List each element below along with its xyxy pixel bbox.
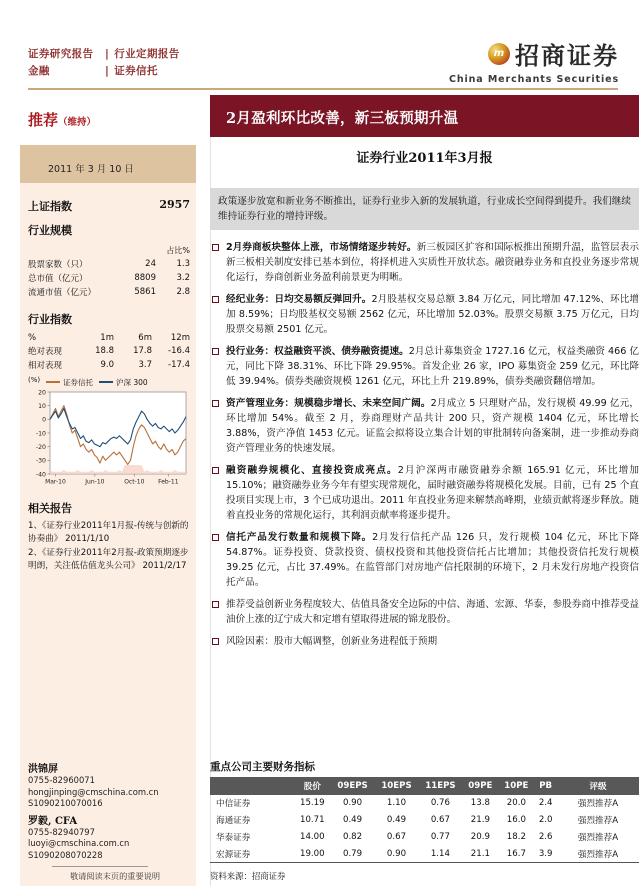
cell-rating: 强烈推荐A [577,832,619,843]
list-item [210,344,639,389]
cell-pe10: 20.0 [506,798,526,809]
svg-text:-10: -10 [35,430,46,438]
cell-eps09: 0.79 [331,845,375,862]
cell-pe09: 20.9 [470,831,490,842]
table-header-row [28,244,190,257]
logo-english-name: China Merchants Securities [448,74,619,85]
related-reports-section [28,500,190,574]
perf-row-label: 相对表现 [28,361,63,371]
header-divider [28,88,618,90]
date-block [20,145,196,183]
cell-rating: 强烈推荐A [577,816,619,827]
table-header-row [210,777,639,795]
table-row [210,845,639,862]
bullet-lead: 投行业务：权益融资平淡、债券融资提速。 [226,346,409,357]
perf-row-12m: -16.4 [168,346,190,356]
svg-text:Feb-11: Feb-11 [158,478,179,486]
col-pe09: 09PE [462,777,498,795]
legend-swatch-securities [46,381,60,383]
header-report-category: 行业定期报告 [114,48,180,60]
bullet-square-icon [212,467,219,474]
industry-performance-table [28,332,190,372]
perf-header-6m: 6m [138,333,152,343]
table-row [28,271,190,285]
logo-mark-icon: m [488,43,510,65]
scale-row-label: 股票家数（只） [28,260,88,270]
svg-text:Jun-10: Jun-10 [85,478,105,486]
footer-divider [52,866,148,867]
table-row [28,257,190,271]
table-row [28,285,190,299]
col-rating: 评级 [557,777,639,795]
page-title: 2月盈利环比改善，新三板预期升温 [226,110,459,127]
col-pe10: 10PE [498,777,534,795]
col-price: 股价 [294,777,331,795]
scale-row-pct: 3.2 [176,273,190,283]
logo-chinese-name: 招商证券 [515,41,619,70]
header-classification [28,46,180,80]
cell-pb: 2.6 [538,831,553,842]
cell-pe09: 13.8 [470,798,490,809]
analyst-phone: 0755-82940797 [28,826,95,837]
bullet-lead: 经纪业务：日均交易额反弹回升。 [226,294,372,305]
chart-legend [24,376,192,388]
perf-header-12m: 12m [170,333,190,343]
svg-text:-30: -30 [35,457,46,465]
bullet-body: 新三板园区扩容和国际板推出预期升温，监管层表示新三板相关制度安排已基本到位，将择机进入实质性开放状态。融资融券业务和直投业务逐步常规化运行，券商创新业务盈利前景更为明晰。 [226,242,640,283]
industry-scale-table [28,244,190,299]
analyst-name: 洪锦屏 [28,764,58,775]
perf-row-1m: 9.0 [100,360,114,370]
financial-table-title: 重点公司主要财务指标 [210,761,315,773]
bullet-square-icon [212,638,219,645]
legend-item-csi300 [99,377,148,388]
table-source: 资料来源：招商证券 [210,871,286,881]
perf-header-1m: 1m [100,333,114,343]
scale-pct-header: 占比% [166,246,190,255]
cell-eps10: 0.67 [386,831,407,842]
bullet-square-icon [212,601,219,608]
cell-rating: 强烈推荐A [577,799,619,810]
bullet-square-icon [212,244,219,251]
legend-item-securities [46,377,93,388]
cell-price: 15.19 [299,798,325,809]
analyst-block [28,760,194,861]
svg-text:10: 10 [38,403,46,411]
related-reports-title: 相关报告 [28,502,72,515]
cell-company: 中信证券 [216,799,251,810]
perf-row-label: 绝对表现 [28,347,63,357]
company-logo [449,36,619,85]
cell-pe10: 16.7 [498,845,534,862]
perf-row-1m: 18.8 [95,346,114,356]
bullet-body: 推荐受益创新业务程度较大、估值具备安全边际的中信、海通、宏源、华泰，参股券商中推荐受益油价上涨的辽宁成大和定增有望取得进展的锦龙股份。 [226,599,639,625]
summary-box: 政策逐步放宽和新业务不断推出，证券行业步入新的发展轨道，行业成长空间得到提升。我们继续维持证券行业的增持评级。 [210,188,639,230]
scale-row-value: 8809 [134,273,156,283]
cell-pb: 3.9 [534,845,557,862]
list-item [210,292,639,337]
index-label: 上证指数 [28,200,72,213]
legend-swatch-csi300 [99,381,113,383]
svg-text:Mar-10: Mar-10 [45,478,66,486]
bullet-body: 2月沪深两市融资融券余额 165.91 亿元，环比增加 15.10%；融资融券业务今年有望实现常规化，届时融资融券将规模化发展。目前，已有 25 个直投项目实现上市，3 个已成功退出。2011 年直投业务迎来解禁高峰期，业绩贡献将逐步释放。随着直投业务的常规化运行，其利润贡献率将逐步提升。 [226,465,640,521]
bullet-body: 2月股基权交易总额 3.84 万亿元，同比增加 47.12%、环比增加 8.59%；日均股基权交易额 2562 亿元，环比增加 52.03%。股票交易额 3.75 万亿元，日均股票交易额 2501 亿元。 [226,294,639,335]
bullet-square-icon [212,534,219,541]
report-subtitle: 证券行业2011年3月报 [356,151,493,166]
analyst-email[interactable]: hongjinping@cmschina.com.cn [28,786,159,797]
svg-text:-40: -40 [35,471,46,479]
list-item [210,634,639,649]
header-separator-1: | [105,48,110,60]
cell-pe10: 16.0 [506,815,526,826]
report-title-bar [210,95,639,137]
investment-rating [28,109,96,130]
table-row [210,795,639,812]
analyst-license: S1090210070016 [28,798,103,808]
legend-label-csi300: 沪深 300 [116,377,148,387]
bullet-lead: 信托产品发行数量和规模下降。 [226,532,373,543]
industry-scale-title: 行业规模 [28,224,72,237]
svg-text:0: 0 [42,416,46,424]
bullet-square-icon [212,296,219,303]
analyst-phone: 0755-82960071 [28,775,95,785]
cell-price: 10.71 [299,815,325,826]
cell-rating: 强烈推荐A [557,845,639,862]
cell-price: 19.00 [294,845,331,862]
header-subsector: 证券信托 [114,65,158,77]
chart-ylabel: (%) [28,376,41,384]
footer-note: 敬请阅读末页的重要说明 [69,871,161,881]
perf-row-12m: -17.4 [168,360,190,370]
svg-text:20: 20 [38,389,46,397]
cell-eps11: 0.67 [430,815,450,826]
scale-row-label: 流通市值（亿元） [28,288,97,298]
analyst-license: S1090208070228 [28,849,103,860]
svg-text:-20: -20 [35,444,46,452]
cell-eps09: 0.82 [342,831,363,842]
cell-company: 华泰证券 [216,832,251,843]
bullet-lead: 融资融券规模化、直接投资成亮点。 [226,465,398,476]
cell-company: 海通证券 [216,816,251,827]
scale-row-pct: 2.8 [176,287,190,297]
page-header [0,0,643,95]
bullet-square-icon [212,400,219,407]
bullet-list [210,240,639,656]
cell-pb: 2.0 [538,815,553,826]
cell-pe10: 18.2 [506,831,526,842]
table-row [210,812,639,829]
col-company [210,777,294,795]
list-item [210,597,639,627]
industry-performance-section [28,311,190,372]
report-date: 2011 年 3 月 10 日 [48,164,134,175]
cell-pe09: 21.1 [462,845,498,862]
industry-performance-title: 行业指数 [28,313,72,326]
table-header-row [28,332,190,344]
cell-eps11: 0.76 [430,798,450,809]
list-item [210,530,639,590]
index-value: 2957 [159,198,190,211]
bullet-body: 2月成立 5 只理财产品，发行规模 49.99 亿元，环比增加 54%。截至 2 月，券商理财产品共计 200 只，资产规模 1404 亿元，环比增长 3.88%，资产净值 1453 亿元。证监会拟将设立集合计划的审批制转向备案制，进一步推动券商资产管理业务的快速发展。 [226,398,639,454]
table-row [28,358,190,372]
scale-row-value: 5861 [134,287,156,297]
list-item [210,396,639,456]
cell-eps09: 0.49 [342,815,363,826]
sidebar [0,95,196,886]
col-eps11: 11EPS [418,777,462,795]
perf-header-unit: % [28,333,37,343]
perf-row-6m: 3.7 [138,360,152,370]
analyst-entry [28,812,194,862]
cell-eps10: 0.49 [386,815,407,826]
cell-company: 宏源证券 [210,845,294,862]
cell-pe09: 21.9 [470,815,490,826]
related-report-item[interactable]: 2、《证券行业2011年2月报-政策预期逐步明朗，关注低估值龙头公司》 2011/2/17 [28,548,189,571]
analyst-name: 罗毅, CFA [28,815,78,827]
rating-value: 推荐 [28,111,59,129]
bullet-body: 2月发行信托产品 126 只，发行规模 104 亿元，环比下降 54.87%。证券投资、贷款投资、债权投资和其他投资信托占比增加；其他投资信托发行规模 39.25 亿元，占比 37.49%。在监管部门对房地产信托限制的环境下，2 月未发行房地产投资信托产品。 [226,532,639,588]
financial-table [210,777,639,863]
performance-chart [24,376,192,494]
scale-row-value: 24 [145,259,156,269]
table-row [28,344,190,358]
perf-row-6m: 17.8 [133,346,152,356]
col-eps09: 09EPS [331,777,375,795]
table-row [210,829,639,846]
cell-eps10: 0.90 [375,845,419,862]
cell-eps11: 1.14 [418,845,462,862]
col-pb: PB [534,777,557,795]
bullet-body: 风险因素：股市大幅调整，创新业务进程低于预期 [226,636,438,647]
cell-eps10: 1.10 [386,798,407,809]
scale-row-label: 总市值（亿元） [28,274,88,284]
industry-scale-section [28,222,190,299]
cell-price: 14.00 [299,831,325,842]
header-sector: 金融 [28,65,50,77]
analyst-entry [28,760,194,810]
market-index-row [28,198,190,214]
header-separator-2: | [105,65,110,77]
bullet-square-icon [212,348,219,355]
legend-label-securities: 证券信托 [63,377,93,387]
header-report-type: 证券研究报告 [28,48,94,60]
cell-eps11: 0.77 [430,831,450,842]
list-item [210,463,639,523]
bullet-lead: 资产管理业务：规模稳步增长、未来空间广阔。 [226,398,431,409]
chart-canvas [24,388,192,492]
bullet-lead: 2月券商板块整体上涨，市场情绪逐步转好。 [226,242,417,253]
svg-text:Oct-10: Oct-10 [124,478,145,486]
cell-eps09: 0.90 [342,798,363,809]
col-eps10: 10EPS [375,777,419,795]
related-report-item[interactable]: 1、《证券行业2011年1月报-传统与创新的协奏曲》 2011/1/10 [28,521,189,544]
analyst-email[interactable]: luoyi@cmschina.com.cn [28,838,130,848]
cell-pb: 2.4 [538,798,553,809]
scale-row-pct: 1.3 [176,259,190,269]
rating-note: （维持） [58,117,97,128]
list-item [210,240,639,285]
bullet-body: 2月总计募集资金 1727.16 亿元，权益类融资 466 亿元，同比下降 38.31%、环比下降 29.95%。首发企业 26 家，IPO 募集资金 259 亿元，环比降低 39.94%。债券类融资规模 1261 亿元，环比上升 219.89%，债券类融资翻倍增加。 [226,346,639,387]
